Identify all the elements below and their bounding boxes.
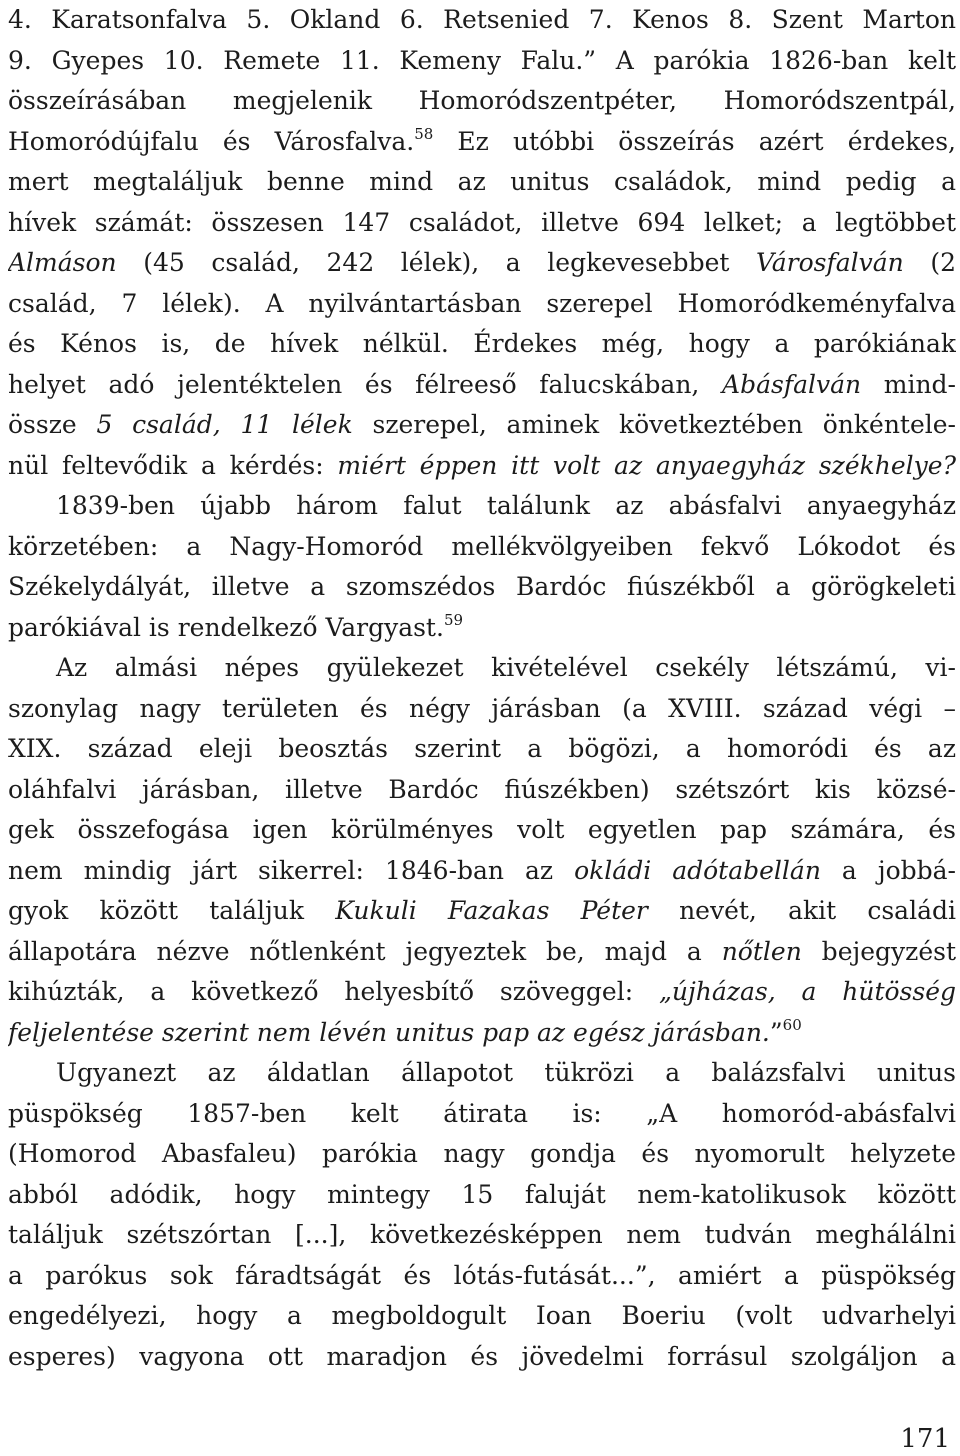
footnote-ref: 59 <box>443 610 464 629</box>
text-segment: engedélyezi, hogy a megboldogult Ioan Boeriu (volt udvarhelyi <box>8 1301 956 1330</box>
text-segment: bejegyzést <box>801 936 956 966</box>
text-line <box>8 1013 956 1054</box>
text-segment: (2 <box>903 248 956 277</box>
text-line <box>8 1215 956 1256</box>
text-segment: a parókus sok fáradtságát és lótás-futását...”, amiért a püspökség <box>8 1260 956 1290</box>
text-segment: hívek számát: összesen 147 családot, illetve 694 lelket; a legtöbbet <box>8 207 956 237</box>
italic-text: nőtlen <box>721 936 802 966</box>
text-line <box>8 122 956 163</box>
text-line <box>8 527 956 568</box>
text-line <box>8 608 956 649</box>
text-segment: oláhfalvi járásban, illetve Bardóc fiúszékben) szétszórt kis közsé- <box>8 774 956 804</box>
text-segment: Az almási népes gyülekezet kivételével csekély létszámú, vi- <box>56 653 956 682</box>
page-number: 171 <box>900 1424 950 1454</box>
text-line <box>8 1094 956 1135</box>
italic-text: okládi adótabellán <box>574 855 821 885</box>
text-segment: (45 család, 242 lélek), a legkevesebbet <box>116 248 756 277</box>
text-line <box>8 284 956 325</box>
text-line <box>8 162 956 203</box>
text-line <box>8 729 956 770</box>
text-segment: és Kénos is, de hívek nélkül. Érdekes még, hogy a parókiának <box>8 329 956 358</box>
footnote-ref: 58 <box>414 124 434 143</box>
book-page <box>8 0 956 1456</box>
text-line <box>8 1296 956 1337</box>
text-line <box>8 41 956 82</box>
text-line <box>8 446 956 487</box>
italic-text: Városfalván <box>755 248 904 277</box>
text-line <box>8 810 956 851</box>
text-line <box>8 365 956 406</box>
text-line <box>8 1175 956 1216</box>
text-line <box>8 0 956 41</box>
text-line <box>8 405 956 446</box>
text-line <box>8 770 956 811</box>
text-line <box>8 81 956 122</box>
text-segment: ” <box>769 1017 783 1047</box>
text-segment: találjuk szétszórtan [...], következésképpen nem tudván meghálálni <box>8 1220 956 1249</box>
text-line <box>8 1134 956 1175</box>
italic-text: „újházas, a hütösség <box>658 977 956 1006</box>
text-segment: 4. Karatsonfalva 5. Okland 6. Retsenied 7. Kenos 8. Szent Marton <box>8 5 956 34</box>
text-segment: Székelydályát, illetve a szomszédos Bardóc fiúszékből a görögkeleti <box>8 572 956 601</box>
text-segment: parókiával is rendelkező Vargyast. <box>8 612 444 642</box>
text-line <box>8 648 956 689</box>
text-line <box>8 932 956 973</box>
text-line <box>8 203 956 244</box>
body-text <box>8 0 956 1377</box>
text-line <box>8 243 956 284</box>
italic-text: feljelentése szerint nem lévén unitus pap az egész járásban. <box>8 1017 770 1047</box>
text-segment: helyet adó jelentéktelen és félreeső falucskában, <box>8 369 723 399</box>
text-segment: nevét, akit családi <box>647 896 956 925</box>
text-segment: püspökség 1857-ben kelt átirata is: „A homoród-abásfalvi <box>8 1098 956 1128</box>
text-segment: állapotára nézve nőtlenként jegyeztek be, majd a <box>8 936 722 966</box>
text-segment: Ez utóbbi összeírás azért érdekes, <box>433 126 956 156</box>
italic-text: Kukuli Fazakas Péter <box>335 896 648 925</box>
text-line <box>8 851 956 892</box>
text-segment: 9. Gyepes 10. Remete 11. Kemeny Falu.” A parókia 1826-ban kelt <box>8 45 956 75</box>
italic-text: Almáson <box>8 248 117 277</box>
text-line <box>8 324 956 365</box>
text-segment: szonylag nagy területen és négy járásban (a XVIII. század végi – <box>8 693 956 723</box>
text-segment: mind- <box>861 369 956 399</box>
text-line <box>8 1256 956 1297</box>
text-segment: abból adódik, hogy mintegy 15 faluját nem-katolikusok között <box>8 1179 956 1209</box>
text-segment: a jobbá- <box>820 855 956 885</box>
text-segment: 1839-ben újabb három falut találunk az abásfalvi anyaegyház <box>56 491 956 520</box>
text-segment: össze <box>8 410 97 439</box>
text-segment: kihúzták, a következő helyesbítő szöveggel: <box>8 977 659 1006</box>
text-segment: Homoródújfalu és Városfalva. <box>8 126 415 156</box>
text-segment: gyok között találjuk <box>8 896 336 925</box>
text-line <box>8 972 956 1013</box>
text-segment: nem mindig járt sikerrel: 1846-ban az <box>8 855 575 885</box>
text-segment: összeírásában megjelenik Homoródszentpéter, Homoródszentpál, <box>8 86 956 115</box>
text-line <box>8 1337 956 1378</box>
text-segment: gek összefogása igen körülményes volt egyetlen pap számára, és <box>8 815 956 844</box>
text-line <box>8 689 956 730</box>
text-segment: nül feltevődik a kérdés: <box>8 450 338 480</box>
text-line <box>8 1053 956 1094</box>
text-line <box>8 567 956 608</box>
italic-text: miért éppen itt volt az anyaegyház székhelye? <box>337 450 956 480</box>
italic-text: 5 család, 11 lélek <box>96 410 353 439</box>
text-segment: körzetében: a Nagy-Homoród mellékvölgyeiben fekvő Lókodot és <box>8 531 956 561</box>
text-segment: XIX. század eleji beosztás szerint a bögözi, a homoródi és az <box>8 734 956 763</box>
text-segment: család, 7 lélek). A nyilvántartásban szerepel Homoródkeményfalva <box>8 288 956 318</box>
footnote-ref: 60 <box>782 1015 802 1034</box>
text-segment: szerepel, aminek következtében önkéntele- <box>352 410 956 439</box>
text-segment: mert megtaláljuk benne mind az unitus családok, mind pedig a <box>8 167 956 196</box>
text-segment: esperes) vagyona ott maradjon és jövedelmi forrásul szolgáljon a <box>8 1341 956 1371</box>
text-line <box>8 891 956 932</box>
text-line <box>8 486 956 527</box>
italic-text: Abásfalván <box>722 369 862 399</box>
text-segment: Ugyanezt az áldatlan állapotot tükrözi a balázsfalvi unitus <box>56 1058 956 1087</box>
text-segment: (Homorod Abasfaleu) parókia nagy gondja és nyomorult helyzete <box>8 1139 956 1168</box>
